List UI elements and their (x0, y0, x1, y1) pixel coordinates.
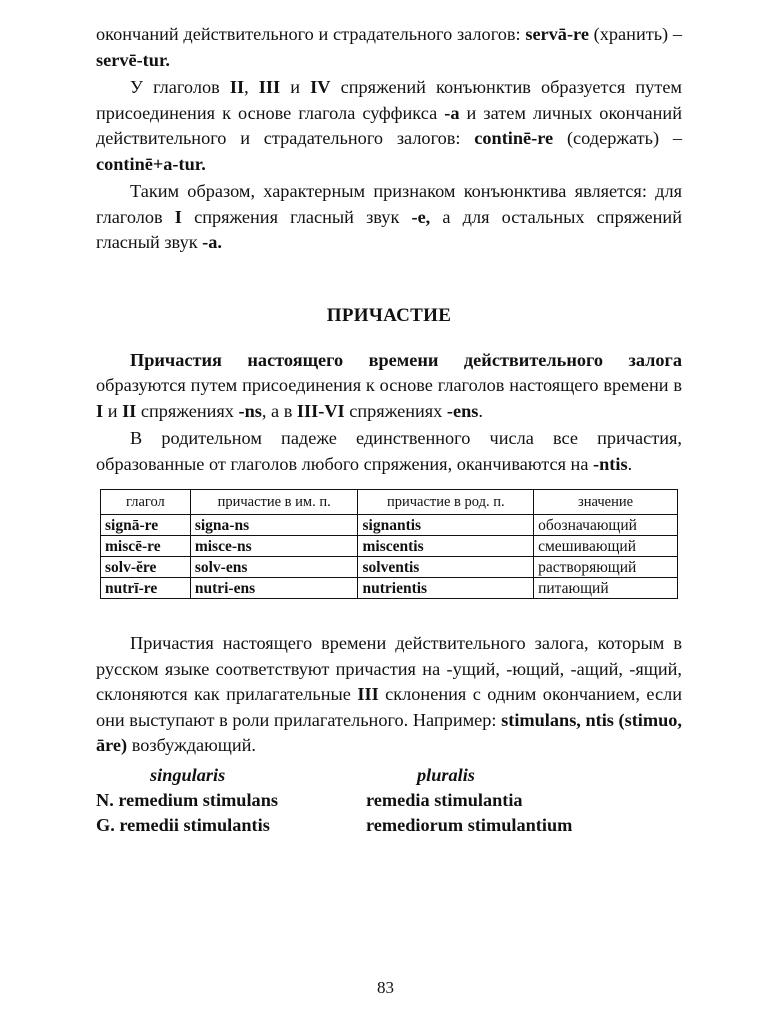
table-cell: питающий (534, 578, 678, 599)
text: и затем личных окончаний действительного и страдательного залогов: (96, 102, 682, 148)
latin-term: servā-re (525, 24, 589, 44)
page-body (96, 22, 682, 838)
table-cell: solv-ens (190, 557, 358, 578)
table-cell: miscentis (358, 536, 534, 557)
text: , а в (261, 400, 297, 421)
paragraph-4 (96, 348, 682, 425)
roman-numeral: IV (310, 77, 331, 97)
example-header-row (96, 763, 682, 788)
suffix: -a (444, 102, 460, 123)
suffix: -a. (202, 232, 222, 252)
latin-term: servē-tur. (96, 49, 170, 70)
table-row (101, 578, 678, 599)
example-row-genitive (96, 813, 682, 838)
latin-term: continē+a-tur. (96, 153, 206, 174)
roman-numeral: II (229, 77, 245, 97)
declension-example (96, 763, 682, 838)
text: спряжениях (136, 400, 239, 421)
table-header-cell: причастие в род. п. (358, 490, 534, 515)
text: спряжений конъюнктив образуется путем присоединения к основе глагола суффикса (96, 77, 682, 123)
genitive-plural: remediorum stimulantium (366, 814, 573, 835)
text: , (244, 77, 259, 97)
roman-numeral: III-VI (296, 400, 345, 421)
table-cell: смешивающий (534, 536, 678, 557)
table-row (101, 536, 678, 557)
table-header-cell: глагол (101, 490, 191, 515)
table-cell: miscē-re (101, 536, 191, 557)
nominative-singular: N. remedium stimulans (96, 789, 278, 810)
roman-numeral: II (122, 400, 137, 421)
text: Причастия настоящего времени действительного залога, которым в русском языке соответствуют причастия на -ущий, -ющий, -ащий, -ящий, склоняются как прилагательные (96, 633, 682, 704)
example-row-nominative (96, 788, 682, 813)
table-cell: nutrī-re (101, 578, 191, 599)
table-row (101, 557, 678, 578)
table-cell: solv-ĕre (101, 557, 191, 578)
suffix: -e, (411, 206, 431, 227)
text: Таким образом, характерным признаком конъюнктива является: для глаголов (96, 181, 682, 227)
paragraph-2 (96, 75, 682, 177)
roman-numeral: III (357, 684, 379, 704)
text: возбуждающий. (127, 735, 257, 755)
table-cell: misce-ns (190, 536, 358, 557)
genitive-singular: G. remedii stimulantis (96, 814, 270, 835)
table-cell: nutri-ens (190, 578, 358, 599)
suffix: -ns (238, 400, 262, 421)
table-header-cell: значение (534, 490, 678, 515)
text: склонения с одним окончанием, если они выступают в роли прилагательного. Например: (96, 684, 682, 730)
table-cell: signā-re (101, 515, 191, 536)
latin-term: continē-re (474, 128, 554, 148)
singularis-label: singularis (150, 764, 226, 785)
paragraph-3 (96, 179, 682, 256)
text: а для остальных спряжений гласный звук (96, 206, 682, 252)
text: У глаголов (130, 77, 230, 97)
term: Причастия настоящего времени действительного залога (130, 349, 682, 370)
table-cell: nutrientis (358, 578, 534, 599)
text: . (478, 400, 483, 421)
text: и (103, 400, 123, 421)
text: образуются путем присоединения к основе глаголов настоящего времени в (96, 375, 682, 395)
latin-term: stimulans, ntis (stimuo, āre) (96, 709, 682, 755)
section-heading: ПРИЧАСТИЕ (326, 304, 452, 326)
text: и (280, 77, 311, 97)
table-row (101, 515, 678, 536)
participle-table (100, 489, 678, 599)
text: спряжения гласный звук (181, 206, 412, 227)
table-header-row (101, 490, 678, 515)
table-cell: signa-ns (190, 515, 358, 536)
suffix: -ens (446, 400, 479, 421)
nominative-plural: remedia stimulantia (366, 789, 523, 810)
text: (хранить) – (593, 24, 683, 44)
text: спряжениях (344, 400, 447, 421)
page-number: 83 (377, 978, 394, 997)
paragraph-1 (96, 22, 682, 73)
table-cell: solventis (358, 557, 534, 578)
roman-numeral: III (258, 77, 281, 97)
pluralis-label: pluralis (417, 764, 475, 785)
roman-numeral: I (96, 400, 104, 421)
table-cell: растворяющий (534, 557, 678, 578)
table-header-cell: причастие в им. п. (190, 490, 358, 515)
text: . (627, 453, 633, 474)
text: (содержать) – (553, 128, 682, 148)
suffix: -ntis (593, 453, 628, 474)
table-cell: обозначающий (534, 515, 678, 536)
roman-numeral: I (174, 206, 182, 227)
paragraph-6 (96, 631, 682, 759)
text: В родительном падеже единственного числа все причастия, образованные от глаголов любого спряжения, оканчиваются на (96, 428, 682, 474)
text: окончаний действительного и страдательного залогов: (96, 24, 526, 44)
table-cell: signantis (358, 515, 534, 536)
paragraph-5 (96, 426, 682, 477)
